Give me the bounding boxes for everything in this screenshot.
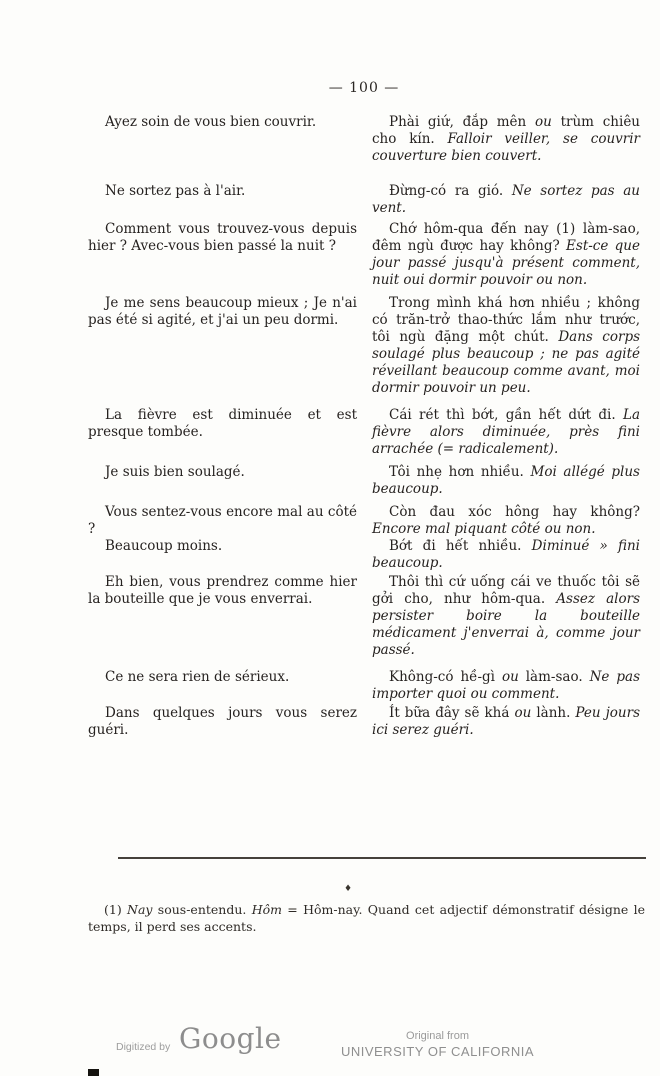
- french-phrase: Vous sentez-vous encore mal au côté ?: [88, 504, 357, 537]
- french-phrase: Beaucoup moins.: [105, 538, 223, 554]
- vietnamese-translation: Ít bữa đây sẽ khá ou lành. Peu jours ici serez guéri.: [372, 705, 641, 738]
- scan-corner-artifact: [88, 1069, 99, 1076]
- french-phrase: Comment vous trouvez-vous depuis hier ? Avec-vous bien passé la nuit ?: [88, 221, 357, 254]
- phrase-table: [88, 114, 640, 739]
- phrase-row: [88, 504, 640, 538]
- google-logo: Google: [179, 1022, 282, 1055]
- french-phrase: Eh bien, vous prendrez comme hier la bouteille que je vous enverrai.: [88, 574, 357, 607]
- phrase-row: [88, 407, 640, 458]
- original-from-label: Original from: [406, 1030, 469, 1042]
- french-phrase: La fièvre est diminuée et est presque tombée.: [88, 407, 357, 440]
- digitized-by-label: Digitized by: [116, 1041, 171, 1053]
- page-number: — 100 —: [328, 80, 400, 96]
- vietnamese-translation: Phài giứ, đắp mên ou trùm chiêu cho kín. Falloir veiller, se couvrir couverture bien couvert.: [372, 114, 641, 164]
- phrase-row: [88, 295, 640, 397]
- vietnamese-translation: Đừng-có ra gió. Ne sortez pas au vent.: [372, 183, 640, 216]
- vietnamese-translation: Chớ hôm-qua đến nay (1) làm-sao, đêm ngù được hay không? Est-ce que jour passé jusqu'à présent comment, nuit oui dormir pouvoir ou non.: [372, 221, 640, 288]
- footnote-text: (1) Nay sous-entendu. Hôm = Hôm-nay. Quand cet adjectif démonstratif désigne le temps, il perd ses accents.: [88, 902, 645, 934]
- french-phrase: Ne sortez pas à l'air.: [105, 183, 246, 199]
- footnote-rule: [118, 857, 646, 859]
- institution-label: UNIVERSITY OF CALIFORNIA: [340, 1044, 535, 1059]
- french-phrase: Ce ne sera rien de sérieux.: [105, 669, 290, 685]
- french-phrase: Je suis bien soulagé.: [105, 464, 245, 480]
- vietnamese-translation: Cái rét thì bớt, gần hết dứt đi. La fièvre alors diminuée, près fini arrachée (= radicalement).: [372, 407, 640, 457]
- ornament-icon: ♦: [344, 884, 353, 894]
- vietnamese-translation: Thôi thì cứ uống cái ve thuốc tôi sẽ gởi cho, như hôm-qua. Assez alors persister boire la bouteille médicament j'enverrai à, comme jour passé.: [372, 574, 641, 658]
- french-phrase: Je me sens beaucoup mieux ; Je n'ai pas été si agité, et j'ai un peu dormi.: [88, 295, 357, 328]
- origin-block: [330, 1030, 545, 1059]
- phrase-row: [88, 669, 640, 703]
- french-phrase: Dans quelques jours vous serez guéri.: [88, 705, 357, 738]
- phrase-row: [88, 705, 640, 739]
- vietnamese-translation: Bớt đi hết nhiều. Diminué » fini beaucoup.: [372, 538, 640, 571]
- phrase-row: [88, 183, 640, 217]
- vietnamese-translation: Còn đau xóc hông hay không? Encore mal piquant côté ou non.: [372, 504, 640, 537]
- phrase-row: [88, 538, 640, 572]
- vietnamese-translation: Không-có hề-gì ou làm-sao. Ne pas importer quoi ou comment.: [372, 669, 640, 702]
- french-phrase: Ayez soin de vous bien couvrir.: [105, 114, 317, 130]
- phrase-row: [88, 574, 640, 659]
- text-block: [88, 80, 640, 739]
- phrase-row: [88, 114, 640, 165]
- phrase-row: [88, 464, 640, 498]
- vietnamese-translation: Tôi nhẹ hơn nhiều. Moi allégé plus beaucoup.: [372, 464, 640, 497]
- phrase-row: [88, 221, 640, 289]
- vietnamese-translation: Trong mình khá hơn nhiều ; không có trăn-trở thao-thức lắm như trước, tôi ngù đặng một chút. Dans corps soulagé plus beaucoup ; ne pas agité réveillant beaucoup comme avant, moi dormir pouvoir un peu.: [372, 295, 641, 396]
